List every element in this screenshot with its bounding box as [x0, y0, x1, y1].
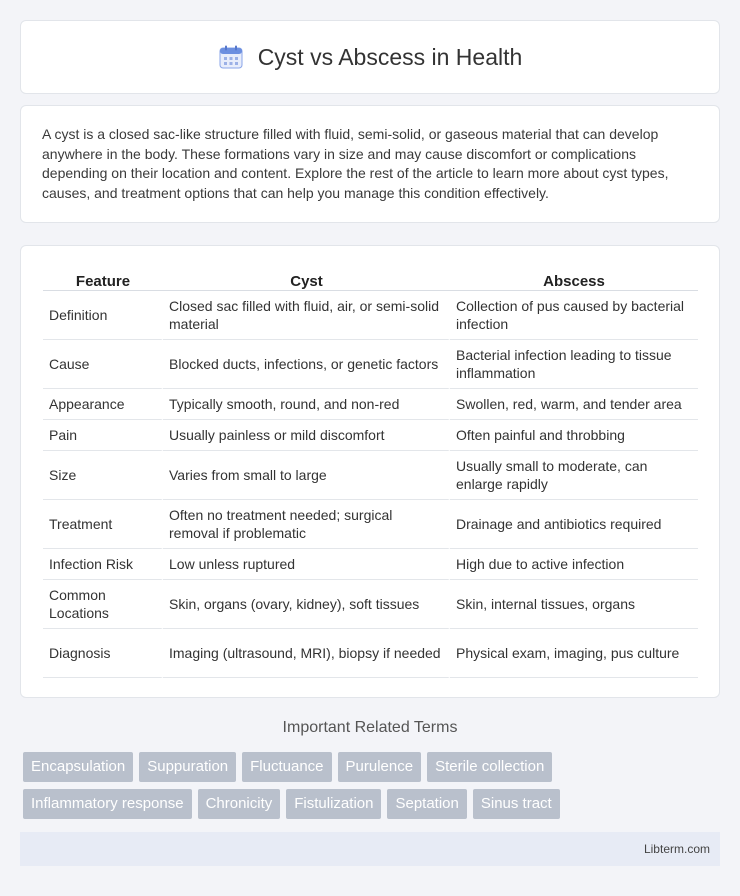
tag-row	[23, 789, 723, 819]
tag-chronicity[interactable]: Chronicity	[198, 789, 281, 819]
cyst-cell: Closed sac filled with fluid, air, or semi-solid material	[163, 291, 450, 340]
tag-purulence[interactable]: Purulence	[338, 752, 422, 782]
tag-septation[interactable]: Septation	[387, 789, 466, 819]
feature-cell: Treatment	[43, 500, 163, 549]
tag-suppuration[interactable]: Suppuration	[139, 752, 236, 782]
tag-inflammatory-response[interactable]: Inflammatory response	[23, 789, 192, 819]
feature-cell: Definition	[43, 291, 163, 340]
feature-cell: Cause	[43, 340, 163, 389]
footer	[20, 832, 720, 866]
abscess-cell: High due to active infection	[450, 549, 698, 580]
table-row	[43, 451, 698, 500]
cyst-cell: Varies from small to large	[163, 451, 450, 500]
tag-encapsulation[interactable]: Encapsulation	[23, 752, 133, 782]
feature-cell: Appearance	[43, 389, 163, 420]
abscess-cell: Skin, internal tissues, organs	[450, 580, 698, 629]
table-row	[43, 291, 698, 340]
tag-fluctuance[interactable]: Fluctuance	[242, 752, 331, 782]
comparison-table	[43, 266, 698, 678]
cyst-cell: Blocked ducts, infections, or genetic factors	[163, 340, 450, 389]
feature-cell: Pain	[43, 420, 163, 451]
column-header-cyst: Cyst	[163, 266, 450, 291]
table-header-row	[43, 266, 698, 291]
feature-cell: Common Locations	[43, 580, 163, 629]
feature-cell: Diagnosis	[43, 629, 163, 678]
table-row	[43, 340, 698, 389]
intro-text: A cyst is a closed sac-like structure filled with fluid, semi-solid, or gaseous material that can develop anywhere in the body. These formations vary in size and may cause discomfort or complications depending on their location and content. Explore the rest of the article to learn more about cyst types, causes, and treatment options that can help you manage this condition effectively.	[42, 126, 669, 201]
table-row	[43, 500, 698, 549]
abscess-cell: Swollen, red, warm, and tender area	[450, 389, 698, 420]
abscess-cell: Bacterial infection leading to tissue inflammation	[450, 340, 698, 389]
table-row	[43, 420, 698, 451]
related-terms-title: Important Related Terms	[282, 719, 458, 736]
feature-cell: Infection Risk	[43, 549, 163, 580]
tag-row	[23, 752, 723, 782]
tag-fistulization[interactable]: Fistulization	[286, 789, 381, 819]
footer-site-link[interactable]: Libterm.com	[643, 842, 710, 856]
cyst-cell: Imaging (ultrasound, MRI), biopsy if needed	[163, 629, 450, 678]
column-header-feature: Feature	[43, 266, 163, 291]
cyst-cell: Typically smooth, round, and non-red	[163, 389, 450, 420]
cyst-cell: Low unless ruptured	[163, 549, 450, 580]
calendar-icon	[218, 44, 244, 70]
related-terms-tags	[23, 752, 723, 826]
header-card	[20, 20, 720, 94]
cyst-cell: Usually painless or mild discomfort	[163, 420, 450, 451]
abscess-cell: Often painful and throbbing	[450, 420, 698, 451]
intro-card	[20, 105, 720, 223]
abscess-cell: Physical exam, imaging, pus culture	[450, 629, 698, 678]
abscess-cell: Usually small to moderate, can enlarge rapidly	[450, 451, 698, 500]
table-row	[43, 389, 698, 420]
feature-cell: Size	[43, 451, 163, 500]
abscess-cell: Drainage and antibiotics required	[450, 500, 698, 549]
abscess-cell: Collection of pus caused by bacterial infection	[450, 291, 698, 340]
column-header-abscess: Abscess	[450, 266, 698, 291]
table-row	[43, 549, 698, 580]
cyst-cell: Skin, organs (ovary, kidney), soft tissues	[163, 580, 450, 629]
cyst-cell: Often no treatment needed; surgical removal if problematic	[163, 500, 450, 549]
table-row	[43, 629, 698, 678]
tag-sterile-collection[interactable]: Sterile collection	[427, 752, 552, 782]
table-row	[43, 580, 698, 629]
comparison-table-card	[20, 245, 720, 698]
tag-sinus-tract[interactable]: Sinus tract	[473, 789, 560, 819]
page-title: Cyst vs Abscess in Health	[257, 43, 523, 70]
